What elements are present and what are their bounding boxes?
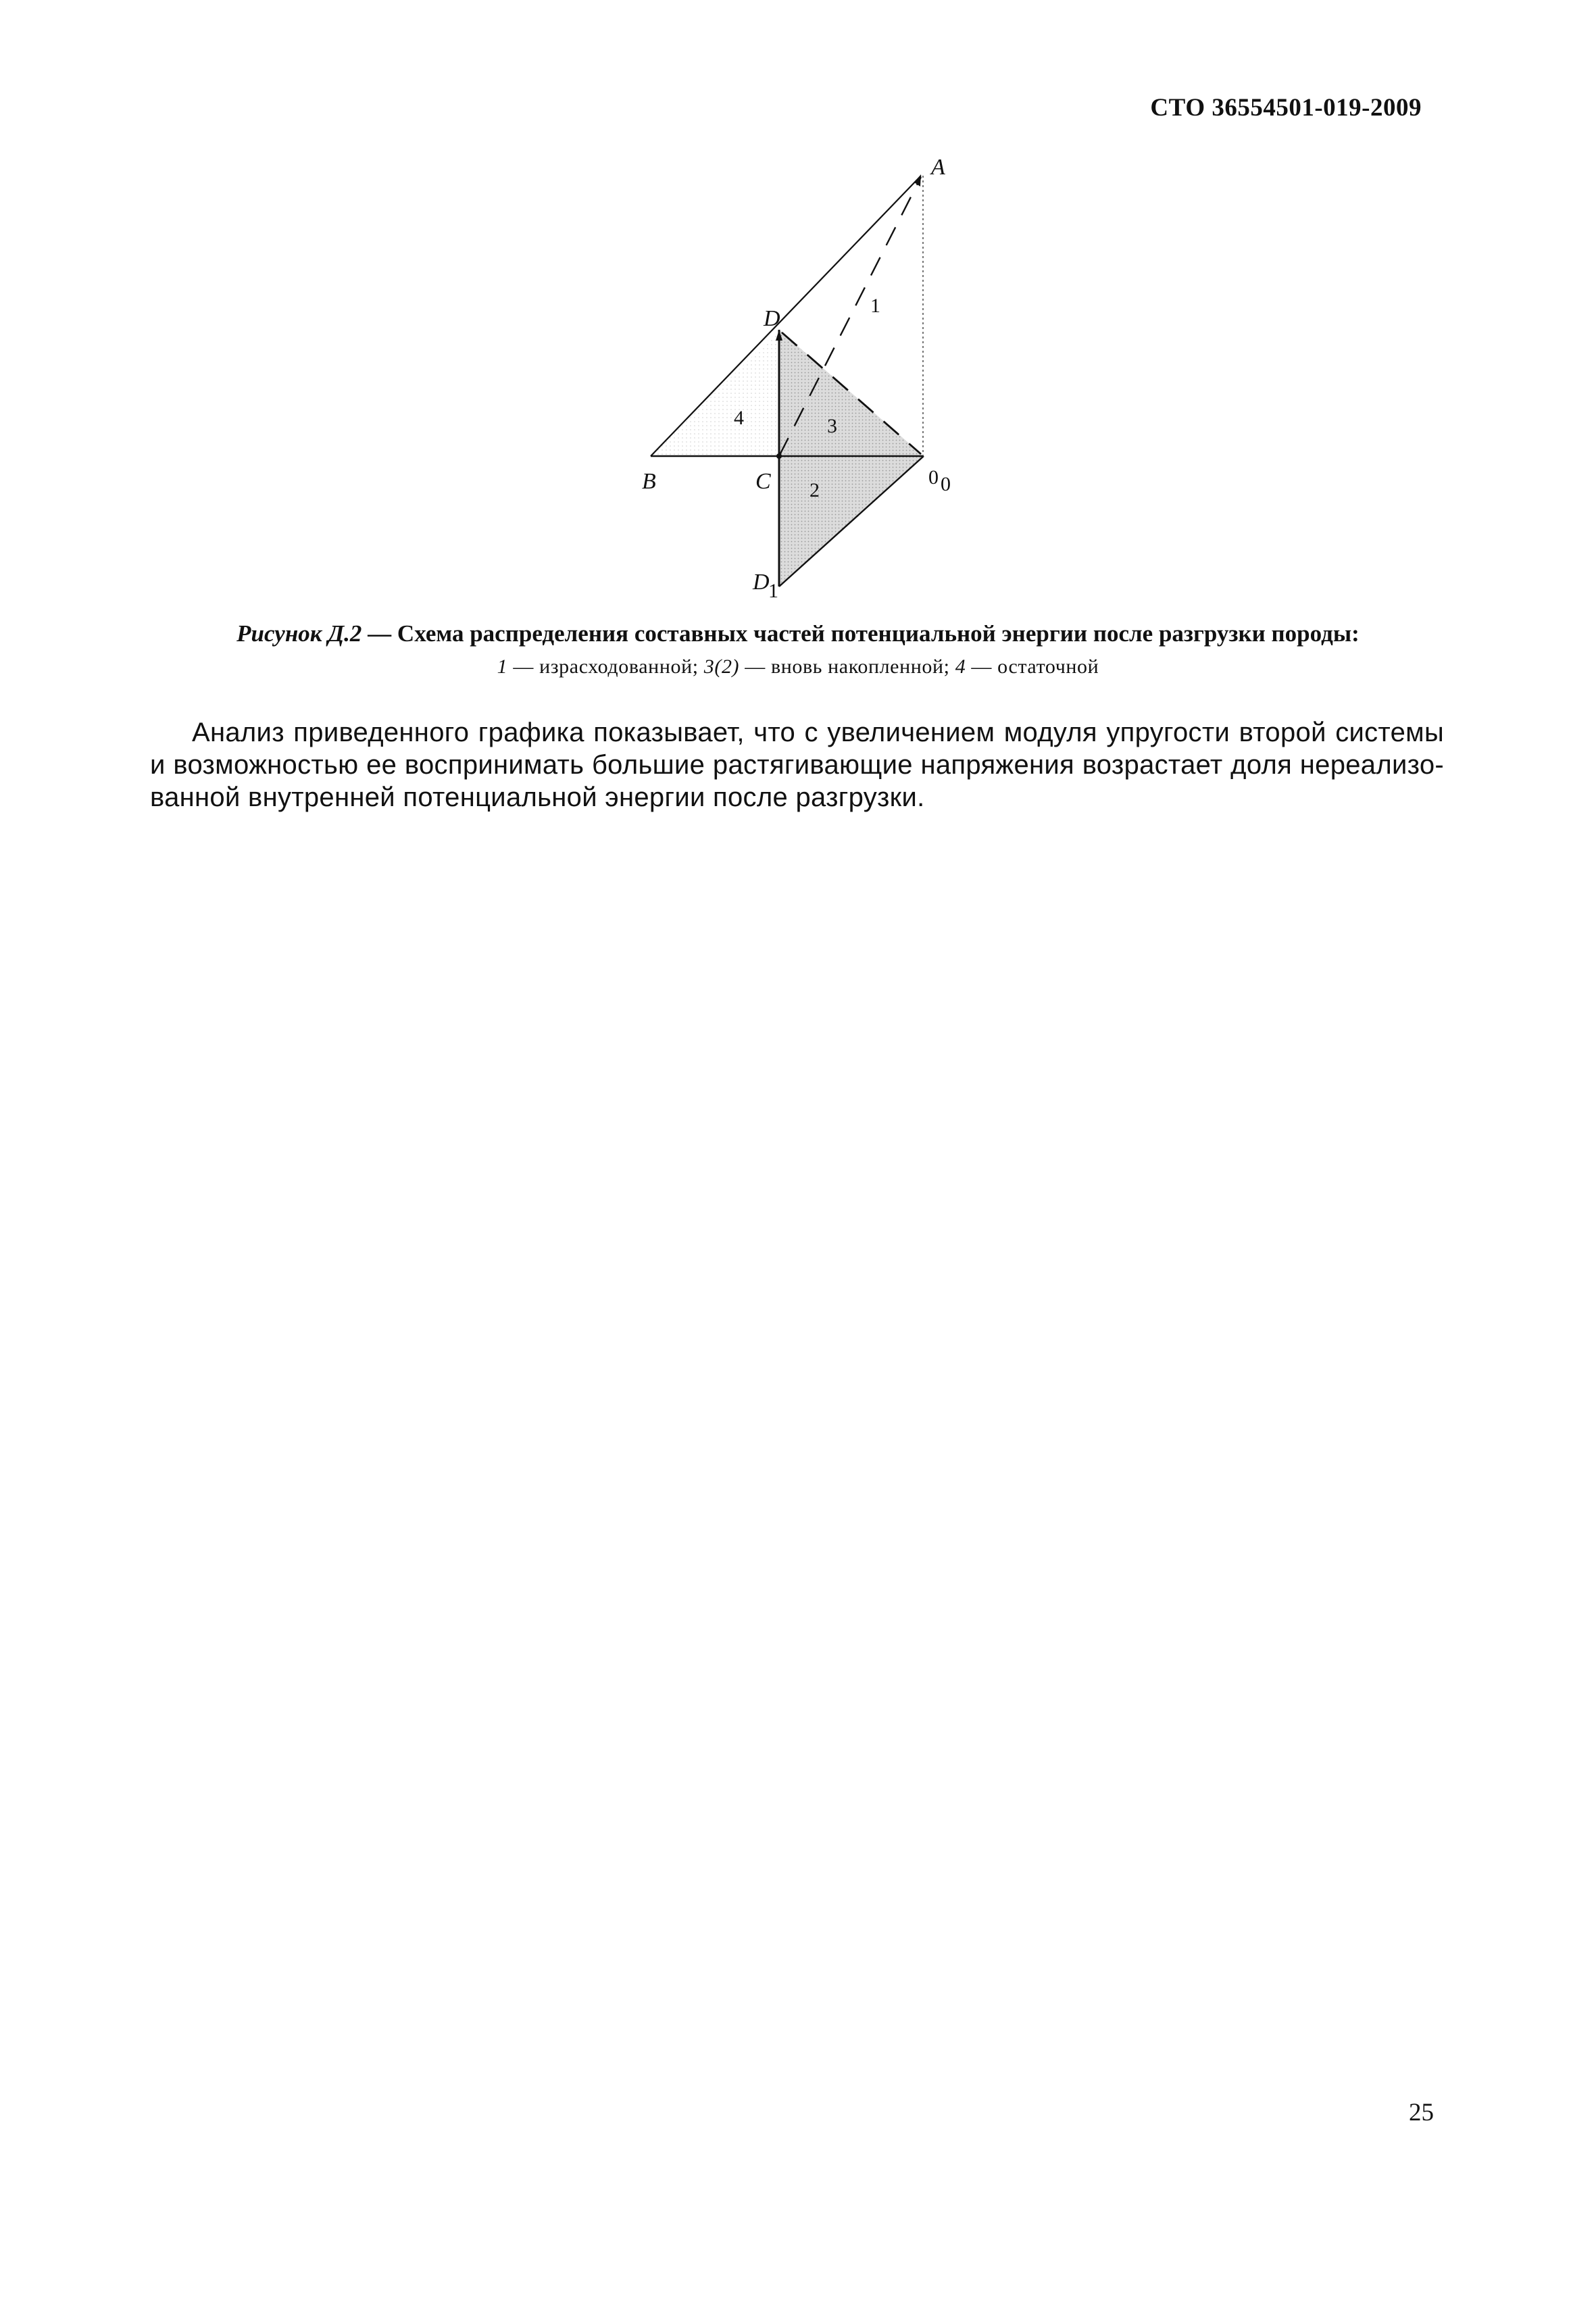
body-line-2: и возможностью ее воспринимать большие растягивающие напряжения возрастает доля нереализо- [150,750,1444,780]
body-paragraph [150,716,1444,814]
label-region-2: 2 [809,479,820,501]
region-3-area [779,330,924,456]
label-point-d: D [764,306,780,331]
legend-text-3: — остаточной [966,655,1099,678]
body-line-1: Анализ приведенного графика показывает, что с увеличением модуля упругости второй системы [192,718,1444,747]
energy-distribution-diagram [608,149,1027,622]
label-point-o: 0 [928,466,939,489]
caption-dash: — [361,620,397,647]
diagram-svg [608,149,1027,622]
document-code: СТО 36554501-019-2009 [1150,94,1422,122]
label-point-c: C [755,469,771,494]
legend-num-2: 3(2) [703,655,740,678]
caption-title-text: Схема распределения составных частей потенциальной энергии после разгрузки породы: [397,620,1360,647]
label-point-b: B [642,469,656,494]
body-line-3: ванной внутренней потенциальной энергии после разгрузки. [150,782,925,812]
caption-legend [0,655,1596,678]
label-region-3: 3 [827,415,837,437]
label-point-o-sub: 0 [941,473,951,495]
arrowhead-a [914,174,921,186]
legend-text-2: — вновь накопленной; [739,655,955,678]
label-region-4: 4 [734,407,744,429]
label-point-d1-sub: 1 [768,580,778,602]
legend-text-1: — израсходованной; [507,655,704,678]
label-region-1: 1 [870,295,880,317]
label-point-a: A [931,155,945,180]
figure-caption [0,620,1596,678]
legend-num-1: 1 [497,655,508,678]
caption-title [0,620,1596,647]
label-point-d1: D [753,570,770,595]
point-c-dot [776,453,782,459]
caption-prefix: Рисунок Д.2 [236,620,362,647]
legend-num-3: 4 [955,655,966,678]
page-number: 25 [1409,2099,1434,2126]
